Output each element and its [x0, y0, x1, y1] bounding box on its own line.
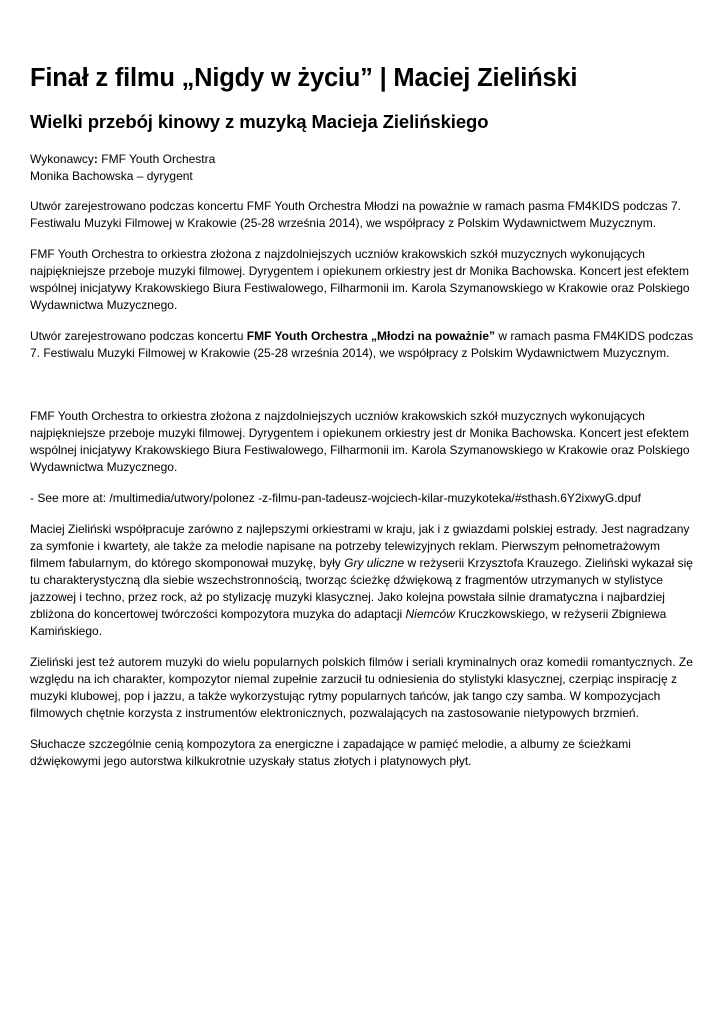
performers-value: FMF Youth Orchestra [97, 152, 216, 166]
performers-line [30, 151, 698, 168]
recording-text-after: w ramach pasma FM4KIDS podczas 7. Festiwalu Muzyki Filmowej w Krakowie (25-28 września 2014), we współpracy z Polskim Wydawnictwem Muzycznym. [30, 329, 694, 360]
orchestra-paragraph-repeat: FMF Youth Orchestra to orkiestra złożona z najzdolniejszych uczniów krakowskich szkół muzycznych wykonujących najpiękniejsze przeboje muzyki filmowej. Dyrygentem i opiekunem orkiestry jest dr Monika Bachowska. Koncert jest efektem wspólnej inicjatywy Krakowskiego Biura Festiwalowego, Filharmonii im. Karola Szymanowskiego w Krakowie oraz Polskiego Wydawnictwa Muzycznego. [30, 409, 690, 474]
conductor-line: Monika Bachowska – dyrygent [30, 169, 193, 183]
see-more-line: - See more at: /multimedia/utwory/polonez -z-filmu-pan-tadeusz-wojciech-kilar-muzykoteka/#sthash.6Y2ixwyG.dpuf [30, 491, 641, 505]
film-title-gry-uliczne: Gry uliczne [344, 556, 405, 570]
page-subtitle: Wielki przebój kinowy z muzyką Macieja Zielińskiego [30, 111, 489, 132]
document-page [30, 58, 698, 770]
performers-colon: : [93, 152, 98, 166]
concert-name: FMF Youth Orchestra „Młodzi na poważnie” [246, 329, 496, 343]
bio1-text-3: Kruczkowskiego, w reżyserii Zbigniewa Kamińskiego. [30, 607, 667, 638]
performers-block [30, 151, 698, 185]
film-title-niemcow: Niemców [405, 607, 455, 621]
recording-paragraph: Utwór zarejestrowano podczas koncertu FMF Youth Orchestra Młodzi na poważnie w ramach pasma FM4KIDS podczas 7. Festiwalu Muzyki Filmowej w Krakowie (25-28 września 2014), we współpracy z Polskim Wydawnictwem Muzycznym. [30, 199, 681, 230]
bio-paragraph-2: Zieliński jest też autorem muzyki do wielu popularnych polskich filmów i seriali kryminalnych oraz komedii romantycznych. Ze względu na ich charakter, kompozytor niemal zupełnie zarzucił tu odniesienia do stylistyki klasycznej, czerpiąc inspirację z muzyki klubowej, pop i jazzu, a także wykorzystując rytmy popularnych tańców, jak tango czy samba. W kompozycjach filmowych chętnie korzysta z instrumentów elektronicznych, pozwalających na zastosowanie nietypowych brzmień. [30, 655, 693, 720]
bio1-text-2: w reżyserii Krzysztofa Krauzego. Zieliński wykazał się tu charakterystyczną dla siebie wszechstronnością, tworząc ścieżkę dźwiękową z fragmentów utrzymanych w stylistyce jazzowej i techno, przez rock, aż po stylizację muzyki klasycznej. Jako kolejna powstała silnie dramatyczna i najbardziej zbliżona do koncertowej twórczości kompozytora muzyka do adaptacji [30, 556, 693, 621]
page-title: Finał z filmu „Nigdy w życiu” | Maciej Zieliński [30, 64, 578, 92]
bio-paragraph-3: Słuchacze szczególnie cenią kompozytora za energiczne i zapadające w pamięć melodie, a albumy ze ścieżkami dźwiękowymi jego autorstwa kilkukrotnie uzyskały status złotych i platynowych płyt. [30, 737, 631, 768]
performers-label: Wykonawcy [30, 152, 94, 166]
recording-paragraph-bold [30, 328, 698, 362]
recording-text-before: Utwór zarejestrowano podczas koncertu [30, 329, 247, 343]
bio1-text-1: Maciej Zieliński współpracuje zarówno z najlepszymi orkiestrami w kraju, jak i z gwiazdami polskiej estrady. Jest nagradzany za symfonie i kwartety, ale także za melodie napisane na potrzeby telewizyjnych reklam. Pierwszym pełnometrażowym filmem fabularnym, do którego skomponował muzykę, były [30, 522, 690, 570]
orchestra-paragraph: FMF Youth Orchestra to orkiestra złożona z najzdolniejszych uczniów krakowskich szkół muzycznych wykonujących najpiękniejsze przeboje muzyki filmowej. Dyrygentem i opiekunem orkiestry jest dr Monika Bachowska. Koncert jest efektem wspólnej inicjatywy Krakowskiego Biura Festiwalowego, Filharmonii im. Karola Szymanowskiego w Krakowie oraz Polskiego Wydawnictwa Muzycznego. [30, 247, 690, 312]
bio-paragraph-1 [30, 521, 698, 640]
